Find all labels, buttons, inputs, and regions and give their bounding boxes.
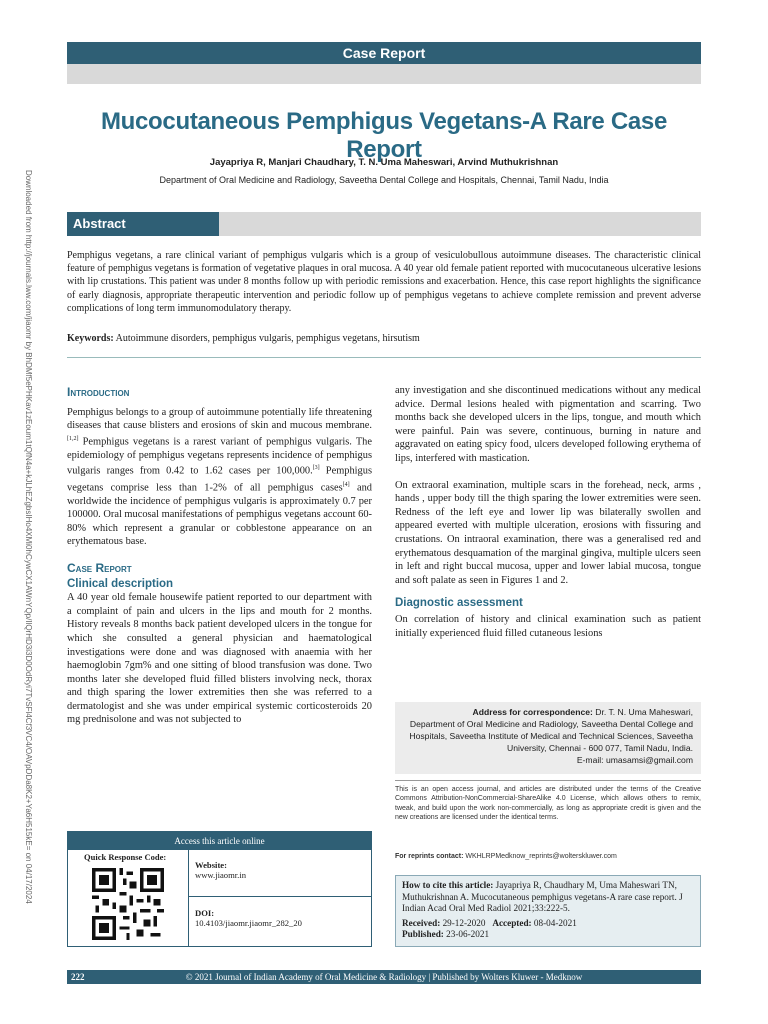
case-report-heading: Case Report <box>67 560 132 575</box>
reprints-contact <box>395 853 701 860</box>
correspondence-line3: University, Chennai - 600 077, Tamil Nadu, India. <box>507 743 693 753</box>
introduction-heading: Introduction <box>67 385 130 399</box>
access-online-box <box>67 831 372 947</box>
license-text: This is an open access journal, and articles are distributed under the terms of the Creative Commons Attribution-NonCommercial-ShareAlike 4.0 License, which allows others to remix, tweak, and build upon the work non-commercially, as long as appropriate credit is given and the new creations are licensed under the identical terms. <box>395 786 701 822</box>
right-column <box>395 384 701 640</box>
footer-copyright: © 2021 Journal of Indian Academy of Oral Medicine & Radiology | Published by Wolters Kluwer - Medknow <box>185 972 583 982</box>
keywords <box>67 333 701 344</box>
reprints-label: For reprints contact: <box>395 853 464 860</box>
qr-label: Quick Response Code: <box>84 852 167 862</box>
published-date: 23-06-2021 <box>443 929 490 939</box>
qr-panel <box>68 850 189 946</box>
doi-link[interactable]: 10.4103/jiaomr.jiaomr_282_20 <box>195 918 302 928</box>
website-link[interactable]: www.jiaomr.in <box>195 870 246 880</box>
abstract-text: Pemphigus vegetans, a rare clinical variant of pemphigus vulgaris which is a group of vesiculobullous autoimmune diseases. The characteristic clinical feature of pemphigus vegetans is formation of vegetative plaques in oral mucosa. A 40 year old female patient reported with mucocutaneous ulcerative lesions with lip crustations. This patient was under 8 months follow up with periodic remissions and exacerbation. Hence, this case report highlights the significance of early diagnosis, appropriate therapeutic intervention and periodic follow up of pemphigus vegetans to achieve complete remission and prevent adverse complications of long term immunomodulatory therapy. <box>67 250 701 314</box>
citation-text: How to cite this article: Jayapriya R, Chaudhary M, Uma Maheswari TN, Muthukrishnan A. Mucocutaneous pemphigus vegetans-A rare case report. J Indian Acad Oral Med Radiol 2021;33:222-5. <box>402 880 683 913</box>
footer-bar <box>67 970 701 984</box>
author-list: Jayapriya R, Manjari Chaudhary, T. N. Uma Maheswari, Arvind Muthukrishnan <box>209 157 559 168</box>
introduction-paragraph: Pemphigus belongs to a group of autoimmune potentially life threatening diseases that cause blisters and erosions of skin and mucous membrane.[1,2] Pemphigus vegetans is a rarest variant of pemphigus vulgaris. The epidemiology of pemphigus vegetans represents incidence of pemphigus vulgaris ranges from 0.42 to 1.62 cases per 100,000.[3] Pemphigus vegetans comprise less than 1-2% of all pemphigus cases[4] and worldwide the incidence of pemphigus vulgaris is approximately 0.7 per 100000. Oral mucosal manifestations of pemphigus vegetans account 60-80% which represent a granular or cobblestone appearance on an erythematous base. <box>67 406 373 548</box>
abstract-grey-band <box>219 212 701 236</box>
banner-grey-band <box>67 64 701 84</box>
doi-label: DOI: <box>195 908 215 918</box>
clinical-description-paragraph: A 40 year old female housewife patient reported to our department with a complaint of pain and ulcers in the lips and mouth for 2 months. History reveals 8 months back patient developed ulcers in the tongue for which she consulted a general physician and haematological investigations were done and was diagnosed with anaemia with her haemoglobin 7gm% and one sitting of blood transfusion was done. Two months later she developed fluid filled blisters involving neck, thorax and thigh sparing the lower extremities then she was referred to a dermatologist and she was under empirical systemic corticosteroids 20 mg prednisolone and was not subjected to <box>67 592 372 726</box>
access-heading: Access this article online <box>68 832 371 850</box>
website-panel <box>189 850 371 897</box>
affiliation: Department of Oral Medicine and Radiology, Saveetha Dental College and Hospitals, Chennai, Tamil Nadu, India <box>159 175 609 185</box>
abstract-heading: Abstract <box>67 212 219 236</box>
left-column <box>67 386 372 727</box>
reprints-email[interactable]: WKHLRPMedknow_reprints@wolterskluwer.com <box>463 853 617 860</box>
diagnostic-assessment-heading: Diagnostic assessment <box>395 597 523 610</box>
article-title: Mucocutaneous Pemphigus Vegetans-A Rare Case Report <box>100 108 668 163</box>
published-row <box>402 929 694 941</box>
abstract-divider <box>67 357 701 358</box>
case-paragraph-3: On extraoral examination, multiple scars in the forehead, neck, arms , hands , upper body till the thigh sparing the lower extremities were seen. Redness of the left eye and lower lip was bilaterally swollen and appeared everted with multiple ulceration, erosions with fissuring and crustations. On intraoral examination, there was a generalised red and erythematous desquamation of the marginal gingiva, multiple ulcers seen in left and right buccal mucosa, upper and lower labial mucosa, tongue and soft palate as seen in Figures 1 and 2. <box>395 479 701 586</box>
received-label: Received: <box>402 917 441 928</box>
published-label: Published: <box>402 929 444 939</box>
download-note <box>4 170 40 904</box>
dates-row <box>402 918 694 930</box>
accepted-date: 08-04-2021 <box>531 917 577 928</box>
correspondence-box <box>395 702 701 774</box>
article-type-banner: Case Report <box>67 42 701 64</box>
citation-box <box>395 875 701 947</box>
qr-code-icon[interactable] <box>92 868 164 940</box>
received-date: 29-12-2020 <box>440 917 486 928</box>
correspondence-email[interactable]: E-mail: umasamsi@gmail.com <box>576 755 693 765</box>
diagnostic-paragraph: On correlation of history and clinical examination such as patient initially experienced fluid filled cutaneous lesions <box>395 613 701 639</box>
correspondence-label: Address for correspondence: <box>472 707 593 717</box>
download-note-text: Downloaded from http://journals.lww.com/jiaomr by BhDMf5ePHKav1zEoum1tQfN4a+kJLhEZgbsIHo4XMi0hCywCX1AWnYQp/IlQrHD3i3D0OdRyi7TvSFl4Cf3VC4/OAVpDDa8K2+Ya6H515kE= on 04/17/2024 <box>24 170 33 904</box>
website-label: Website: <box>195 860 227 870</box>
correspondence-line2: Hospitals, Saveetha Institute of Medical and Technical Sciences, Saveetha <box>409 731 693 741</box>
correspondence-line1: Department of Oral Medicine and Radiology, Saveetha Dental College and <box>409 719 693 729</box>
doi-panel <box>189 898 371 946</box>
keywords-value: Autoimmune disorders, pemphigus vulgaris, pemphigus vegetans, hirsutism <box>115 333 420 344</box>
license-divider <box>395 780 701 781</box>
accepted-label: Accepted: <box>492 917 532 928</box>
case-paragraph-2: any investigation and she discontinued medications without any medical advice. Dermal lesions healed with pigmentation and scarring. Two months back she developed ulcers in the lips, tongue, and mouth which were painful. Pain was severe, continuous, burning in nature and aggravated on eating spicy food, ulcers developed following erythema of lips, interfered with mastication. <box>395 385 701 464</box>
page-number: 222 <box>71 972 85 982</box>
clinical-description-heading: Clinical description <box>67 577 174 590</box>
keywords-label: Keywords: <box>67 333 114 344</box>
correspondence-name: Dr. T. N. Uma Maheswari, <box>592 707 693 717</box>
